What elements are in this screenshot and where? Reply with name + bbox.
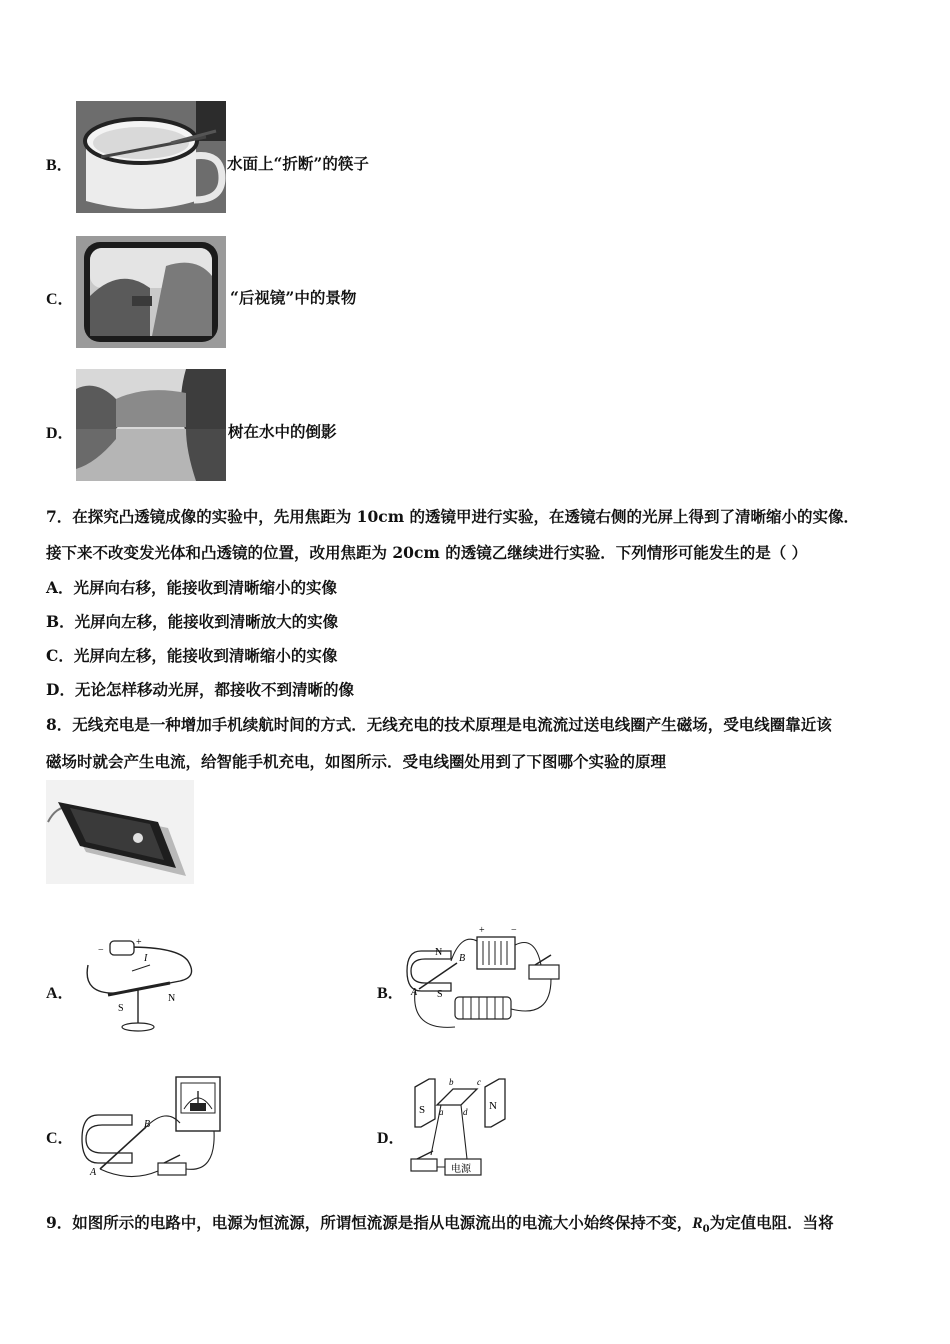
north-pole-label: N [168,993,176,1004]
electromagnetic-induction-figure [80,1075,230,1180]
q8-option-a-label: A． [46,985,74,1002]
oersted-experiment-figure [80,935,195,1035]
rearview-mirror-photo [76,236,226,348]
q7-stem-line2: 接下来不改变发光体和凸透镜的位置，改用焦距为 20cm 的透镜乙继续进行实验．下列情形可能发生的是（ ） [46,543,808,562]
point-c-label: c [477,1077,481,1087]
q8-option-b-label: B． [377,985,404,1002]
point-d-label: d [463,1107,468,1117]
wireless-charger-photo [46,780,194,884]
current-in-magnetic-field-figure [405,925,565,1035]
q7-option-a: A．光屏向右移，能接收到清晰缩小的实像 [46,578,338,597]
cup-with-chopstick-photo [76,101,226,213]
option-c-label: C． [46,291,74,308]
point-a-label: A [90,1167,97,1178]
option-b-caption: 水面上“折断”的筷子 [227,154,369,173]
r0-symbol: R [692,1215,703,1232]
lake-reflection-photo [76,369,226,481]
point-b-label: B [459,953,466,964]
north-pole-label: N [435,947,443,958]
power-source-label: 电源 [451,1164,471,1175]
q9-stem-part1: 9．如图所示的电路中，电源为恒流源，所谓恒流源是指从电源流出的电流大小始终保持不变， [46,1213,693,1232]
point-a-label: a [439,1107,444,1117]
south-pole-label: S [118,1003,124,1014]
current-label: I [144,953,148,964]
q7-option-b: B．光屏向左移，能接收到清晰放大的实像 [46,612,339,631]
point-a-label: A [411,987,418,998]
option-b-label: B． [46,157,73,174]
north-pole-label: N [489,1100,497,1112]
option-d-label: D． [46,425,74,442]
plus-sign: + [136,937,142,948]
q7-option-d: D．无论怎样移动光屏，都接收不到清晰的像 [46,680,354,699]
motor-principle-figure [405,1075,515,1180]
point-b-label: b [449,1077,454,1087]
q8-option-d-label: D． [377,1130,405,1147]
south-pole-label: S [437,989,443,1000]
option-d-caption: 树在水中的倒影 [228,422,337,441]
q7-option-c: C．光屏向左移，能接收到清晰缩小的实像 [46,646,338,665]
r0-subscript: 0 [702,1224,710,1236]
q9-stem-part2: 为定值电阻．当将 [709,1213,834,1232]
q8-stem-line2: 磁场时就会产生电流，给智能手机充电，如图所示．受电线圈处用到了下图哪个实验的原理 [46,752,667,771]
minus-sign: − [511,925,517,936]
q9-stem-line1 [46,1211,910,1235]
minus-sign: − [98,945,104,956]
south-pole-label: S [419,1104,426,1116]
q8-stem-line1: 8．无线充电是一种增加手机续航时间的方式．无线充电的技术原理是电流流过送电线圈产生磁场，受电线圈靠近该 [46,715,832,734]
q8-option-c-label: C． [46,1130,74,1147]
plus-sign: + [479,925,485,936]
option-c-caption: “后视镜”中的景物 [230,288,357,307]
point-b-label: B [144,1119,151,1130]
q7-stem-line1: 7．在探究凸透镜成像的实验中，先用焦距为 10cm 的透镜甲进行实验，在透镜右侧的光屏上得到了清晰缩小的实像． [46,507,859,526]
